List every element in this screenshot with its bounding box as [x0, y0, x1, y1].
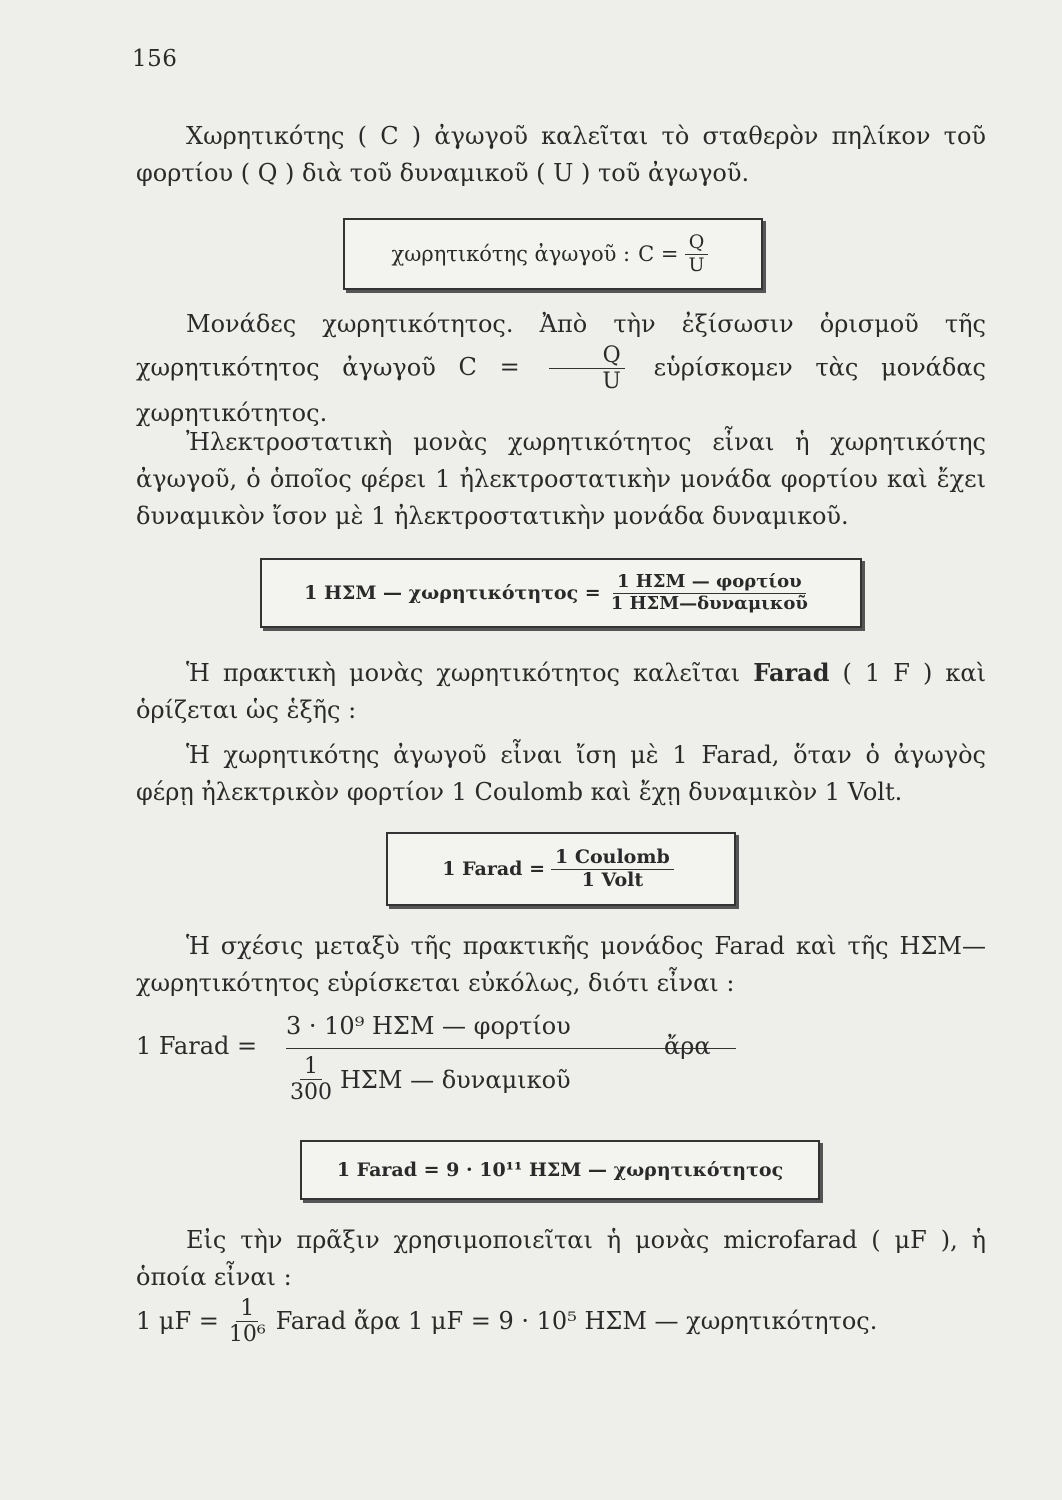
farad-bold-term: Farad [753, 658, 830, 687]
box2-fraction [607, 572, 812, 614]
final-rest: Farad ἄρα 1 μF = 9 · 10⁵ ΗΣΜ — χωρητικότητος. [275, 1307, 878, 1336]
box2-numerator: 1 ΗΣΜ — φορτίου [613, 572, 806, 594]
units-text-b: εὑρίσκομεν τὰς μονάδας χωρητικότητος. [136, 353, 986, 427]
derivation-ara: ἄρα [664, 1032, 711, 1060]
farad-esu-box [300, 1140, 820, 1200]
page-number: 156 [132, 46, 178, 72]
derivation-denominator-text: ΗΣΜ — δυναμικοῦ [340, 1066, 571, 1094]
units-formula-lhs: C = [458, 353, 520, 382]
farad-intro-text-b: ( 1 F ) καὶ ὁρίζεται ὡς ἑξῆς : [136, 659, 986, 724]
derivation-sub-denominator: 300 [290, 1080, 332, 1106]
electrostatic-unit-paragraph: Ἠλεκτροστατικὴ μονὰς χωρητικότητος εἶναι ἡ χωρητικότης ἀγωγοῦ, ὁ ὁποῖος φέρει 1 ἠλεκτροστατικὴν μονάδα φορτίου καὶ ἔχει δυναμικὸν ἴσον μὲ 1 ἠλεκτροστατικὴν μονάδα δυναμικοῦ. [136, 428, 986, 530]
box2-denominator: 1 ΗΣΜ—δυναμικοῦ [610, 592, 808, 614]
derivation-sub-numerator: 1 [300, 1054, 322, 1080]
farad-derivation-formula [136, 1010, 986, 1120]
derivation-numerator: 3 · 10⁹ ΗΣΜ — φορτίου [286, 1012, 571, 1040]
final-lhs: 1 μF = [136, 1307, 219, 1336]
final-numerator: 1 [236, 1296, 258, 1322]
box3-denominator: 1 Volt [581, 868, 644, 891]
relation-paragraph: Ἡ σχέσις μεταξὺ τῆς πρακτικῆς μονάδος Farad καὶ τῆς ΗΣΜ—χωρητικότητος εὑρίσκεται εὐκόλως, διότι εἶναι : [136, 932, 986, 997]
units-inline-formula [458, 343, 654, 395]
farad-intro-text-a: Ἡ πρακτικὴ μονὰς χωρητικότητος καλεῖται [186, 659, 741, 687]
box4-text: 1 Farad = 9 · 10¹¹ ΗΣΜ — χωρητικότητος [336, 1159, 784, 1181]
units-denominator: U [602, 369, 621, 395]
units-fraction [548, 343, 625, 395]
box3-fraction [551, 847, 674, 892]
box3-numerator: 1 Coulomb [551, 847, 674, 870]
units-numerator: Q [549, 343, 625, 369]
box1-lhs: C = [638, 242, 679, 266]
box1-numerator: Q [685, 232, 709, 255]
farad-definition-box [386, 832, 736, 906]
final-fraction [225, 1296, 270, 1348]
esu-capacitance-box [260, 558, 862, 628]
microfarad-paragraph: Εἰς τὴν πρᾶξιν χρησιμοποιεῖται ἡ μονὰς microfarad ( μF ), ἡ ὁποία εἶναι : [136, 1226, 986, 1291]
microfarad-formula-line [136, 1296, 986, 1348]
box1-fraction [684, 232, 708, 277]
box1-denominator: U [688, 253, 705, 276]
box3-lhs: 1 Farad = [442, 858, 545, 880]
derivation-sub-fraction [286, 1054, 336, 1106]
box2-lhs: 1 ΗΣΜ — χωρητικότητος = [304, 582, 601, 604]
units-text-a: Μονάδες χωρητικότητος. Ἀπὸ τὴν ἐξίσωσιν ὁρισμοῦ τῆς χωρητικότητος ἀγωγοῦ [136, 310, 986, 382]
definition-paragraph: Χωρητικότης ( C ) ἀγωγοῦ καλεῖται τὸ σταθερὸν πηλίκον τοῦ φορτίου ( Q ) διὰ τοῦ δυναμικοῦ ( U ) τοῦ ἀγωγοῦ. [136, 122, 986, 187]
farad-definition-paragraph: Ἡ χωρητικότης ἀγωγοῦ εἶναι ἴση μὲ 1 Farad, ὅταν ὁ ἀγωγὸς φέρῃ ἠλεκτρικὸν φορτίον 1 Coulomb καὶ ἔχῃ δυναμικὸν 1 Volt. [136, 741, 986, 806]
final-denominator: 10⁶ [228, 1322, 266, 1348]
derivation-lhs: 1 Farad = [136, 1032, 258, 1060]
farad-intro-paragraph [136, 654, 986, 729]
capacitance-formula-box [343, 218, 763, 290]
box1-label: χωρητικότης ἀγωγοῦ : [391, 242, 631, 266]
units-paragraph [136, 306, 986, 432]
